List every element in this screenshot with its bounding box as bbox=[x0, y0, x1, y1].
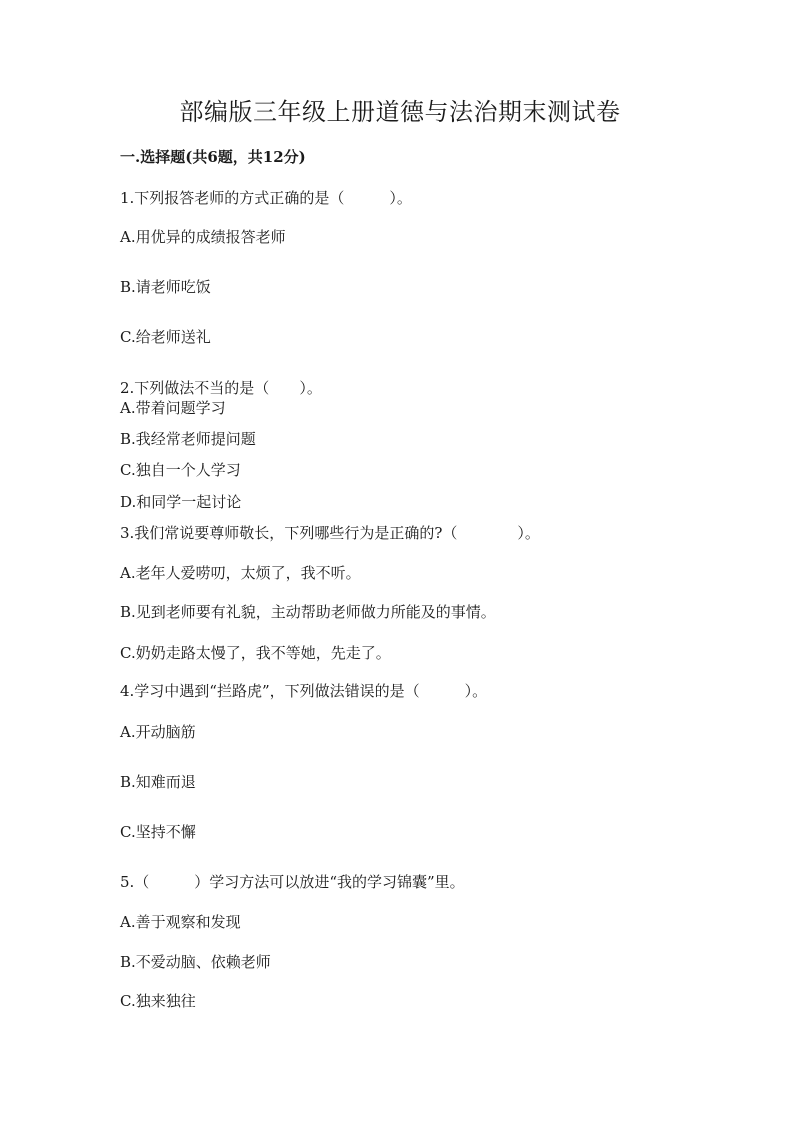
question-stem: 5.（ ）学习方法可以放进“我的学习锦囊”里。 bbox=[120, 873, 465, 891]
question-stem: 3.我们常说要尊师敬长，下列哪些行为是正确的?（ ）。 bbox=[120, 524, 540, 542]
question-option: B.我经常老师提问题 bbox=[120, 430, 256, 448]
question-option: B.知难而退 bbox=[120, 773, 196, 791]
question-option: C.独来独往 bbox=[120, 992, 196, 1010]
section-heading: 一.选择题(共6题，共12分) bbox=[120, 148, 306, 166]
question-option: A.带着问题学习 bbox=[120, 399, 226, 417]
question-stem: 2.下列做法不当的是（ ）。 bbox=[120, 379, 322, 397]
question-option: C.给老师送礼 bbox=[120, 328, 211, 346]
question-option: C.坚持不懈 bbox=[120, 823, 196, 841]
question-option: A.用优异的成绩报答老师 bbox=[120, 228, 286, 246]
question-stem: 1.下列报答老师的方式正确的是（ ）。 bbox=[120, 189, 412, 207]
question-option: B.不爱动脑、依赖老师 bbox=[120, 953, 271, 971]
question-option: A.善于观察和发现 bbox=[120, 913, 241, 931]
question-option: B.请老师吃饭 bbox=[120, 278, 211, 296]
question-option: A.老年人爱唠叨，太烦了，我不听。 bbox=[120, 564, 361, 582]
question-stem: 4.学习中遇到“拦路虎”，下列做法错误的是（ ）。 bbox=[120, 682, 488, 700]
question-option: D.和同学一起讨论 bbox=[120, 493, 242, 511]
page-title: 部编版三年级上册道德与法治期末测试卷 bbox=[179, 98, 621, 126]
question-option: A.开动脑筋 bbox=[120, 723, 196, 741]
question-option: C.独自一个人学习 bbox=[120, 461, 241, 479]
question-option: B.见到老师要有礼貌，主动帮助老师做力所能及的事情。 bbox=[120, 603, 496, 621]
question-option: C.奶奶走路太慢了，我不等她，先走了。 bbox=[120, 644, 391, 662]
